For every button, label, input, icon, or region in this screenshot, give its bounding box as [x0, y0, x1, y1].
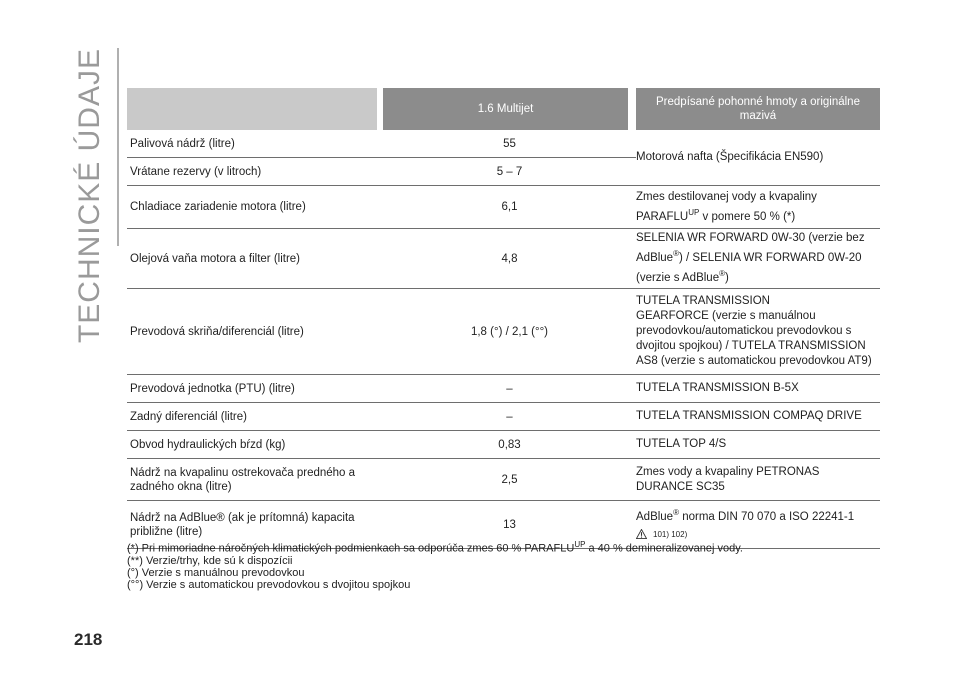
- row-label: Chladiace zariadenie motora (litre): [130, 201, 306, 213]
- section-title-text: TECHNICKÉ ÚDAJE: [73, 48, 106, 344]
- row-fluid: AdBlue® norma DIN 70 070 a ISO 22241-1 101) 102): [636, 501, 880, 548]
- footnote: (°) Verzie s manuálnou prevodovkou: [127, 566, 305, 579]
- row-value: 0,83: [498, 438, 521, 451]
- row-label: Prevodová jednotka (PTU) (litre): [130, 382, 295, 395]
- row-fluid: Zmes vody a kvapaliny PETRONAS DURANCE SC35: [636, 465, 820, 493]
- row-value: 4,8: [501, 252, 518, 265]
- header-model: 1.6 Multijet: [383, 88, 628, 130]
- footnote: (*) Pri mimoriadne náročných klimatických podmienkach sa odporúča zmes 60 % $PARAFLU^{UP}$ a 40 % demineralizovanej vody.: [127, 540, 743, 555]
- row-label: Vrátane rezervy (v litroch): [130, 165, 262, 178]
- row-value: 1,8 (°) / 2,1 (°°): [470, 325, 549, 338]
- warning-triangle-icon: [636, 529, 647, 539]
- table-row: [127, 459, 880, 501]
- table-row: [127, 289, 880, 375]
- section-title: [60, 48, 120, 344]
- row-value: 55: [503, 137, 516, 150]
- row-label: Prevodová skriňa/diferenciál (litre): [130, 325, 304, 338]
- fuel-group: [127, 130, 880, 186]
- footnotes: [127, 539, 887, 591]
- table-row: [127, 375, 880, 403]
- row-label: Obvod hydraulických bŕzd (kg): [130, 438, 286, 451]
- row-fluid: Motorová nafta (Špecifikácia EN590): [636, 151, 824, 163]
- table-row: [127, 431, 880, 459]
- row-value: 2,5: [501, 473, 518, 486]
- row-label: Nádrž na AdBlue® (ak je prítomná) kapacita približne (litre): [130, 511, 355, 538]
- warning-refs-text: 101) 102): [653, 529, 688, 539]
- footnote: (°°) Verzie s automatickou prevodovkou s dvojitou spojkou: [127, 578, 411, 591]
- row-label: Olejová vaňa motora a filter (litre): [130, 252, 301, 265]
- header-fluids: Predpísané pohonné hmoty a originálne mazivá: [636, 88, 880, 130]
- table-row: [127, 186, 880, 229]
- row-value: 6,1: [501, 201, 518, 213]
- row-fluid: TUTELA TOP 4/S: [636, 438, 727, 450]
- row-fluid: SELENIA WR FORWARD 0W-30 (verzie bez AdBlue®) / SELENIA WR FORWARD 0W-20 (verzie s AdBlue®): [636, 232, 865, 284]
- row-fluid: TUTELA TRANSMISSION B-5X: [636, 382, 799, 394]
- table-row: [127, 157, 636, 185]
- footnote: (**) Verzie/trhy, kde sú k dispozícii: [127, 554, 293, 567]
- table-row: [127, 403, 880, 431]
- row-label: Nádrž na kvapalinu ostrekovača predného a zadného okna (litre): [130, 466, 356, 493]
- row-label: Zadný diferenciál (litre): [130, 410, 247, 423]
- table-row: [127, 229, 880, 289]
- row-fluid: TUTELA TRANSMISSION GEARFORCE (verzie s manuálnou prevodovkou/automatickou prevodovkou s dvojitou spojkou) / TUTELA TRANSMISSION AS8 (verzie s automatickou prevodovkou AT9): [636, 295, 872, 367]
- section-divider: [117, 48, 119, 246]
- specs-table: [127, 88, 880, 549]
- row-label: Palivová nádrž (litre): [130, 137, 235, 150]
- header-blank-cell: [127, 88, 377, 130]
- table-row: [127, 130, 636, 157]
- table-header: [127, 88, 880, 130]
- row-value: 13: [503, 518, 516, 531]
- page-number: 218: [74, 630, 103, 649]
- row-fluid: Zmes destilovanej vody a kvapaliny $PARAFLU^{UP}$ v pomere 50 % (*): [636, 190, 817, 223]
- row-value: –: [506, 382, 513, 395]
- row-value: –: [506, 410, 513, 423]
- row-fluid: TUTELA TRANSMISSION COMPAQ DRIVE: [636, 410, 862, 422]
- row-value: 5 – 7: [496, 165, 523, 178]
